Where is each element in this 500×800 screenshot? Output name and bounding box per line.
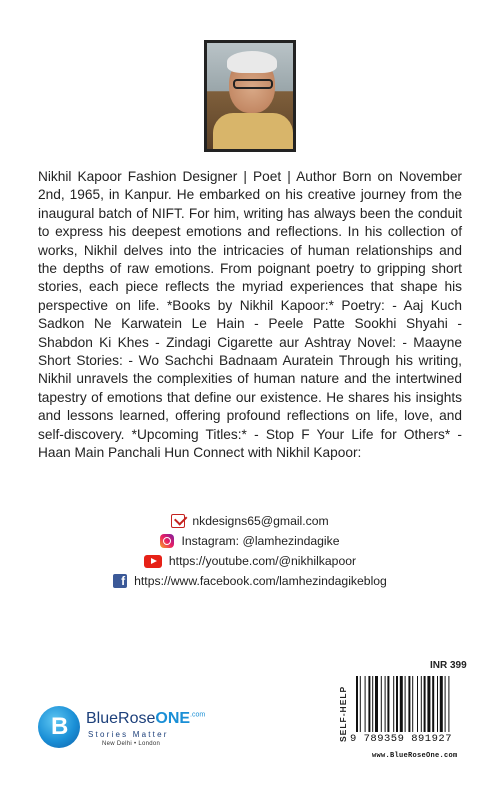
barcode-bar bbox=[432, 676, 434, 732]
barcode-bar bbox=[368, 676, 370, 732]
publisher-name: BlueRoseONE$^{.com}$ bbox=[86, 710, 206, 727]
publisher-locations: New Delhi • London bbox=[102, 741, 161, 747]
author-photo-glasses bbox=[233, 79, 273, 89]
barcode-bar bbox=[437, 676, 438, 732]
contact-facebook-text: https://www.facebook.com/lamhezindagikeblog bbox=[134, 574, 387, 588]
publisher-website: www.BlueRoseOne.com bbox=[372, 752, 458, 760]
barcode-bar bbox=[372, 676, 373, 732]
barcode-bar bbox=[381, 676, 382, 732]
barcode-bar bbox=[400, 676, 403, 732]
barcode-bar bbox=[421, 676, 422, 732]
contact-youtube-text: https://youtube.com/@nikhilkapoor bbox=[168, 554, 357, 568]
author-photo bbox=[204, 40, 296, 152]
genre-label: SELF-HELP bbox=[338, 685, 348, 742]
barcode-bar bbox=[408, 676, 410, 732]
contact-instagram-text: Instagram: @lamhezindagike bbox=[181, 534, 340, 548]
publisher-logo-mark bbox=[38, 706, 80, 748]
barcode-bar bbox=[393, 676, 394, 732]
barcode-bar bbox=[417, 676, 418, 732]
contact-youtube[interactable] bbox=[0, 551, 500, 571]
barcode-bar bbox=[405, 676, 406, 732]
barcode-bar bbox=[375, 676, 378, 732]
contact-list bbox=[0, 511, 500, 591]
barcode-bar bbox=[356, 676, 358, 732]
contact-instagram[interactable] bbox=[0, 531, 500, 551]
author-photo-hair bbox=[227, 51, 277, 73]
author-bio: Nikhil Kapoor Fashion Designer | Poet | Author Born on November 2nd, 1965, in Kanpur. He embarked on his creative journey from the inaugural batch of NIFT. For him, writing has always been the conduit to express his deepest emotions and reflections. In his collection of works, Nikhil delves into the intricacies of human relationships and the depths of raw emotions. From poignant poetry to gripping short stories, each piece reflects the myriad experiences that shape his perspective on life. *Books by Nikhil Kapoor:* Poetry: - Aaj Kuch Sadkon Ne Karwatein Le Hain - Peele Patte Sookhi Shyahi - Shabdon Ki Khes - Zindagi Cigarette aur Ashtray Novel: - Maayne Short Stories: - Wo Sachchi Badnaam Auratein Through his writing, Nikhil unravels the complexities of human nature and the intertwined tapestry of emotions that define our existence. He shares his insights and lessons learned, offering profound reflections on life, love, and self-discovery. *Upcoming Titles:* - Stop F Your Life for Others* - Haan Main Panchali Hun Connect with Nikhil Kapoor: bbox=[38, 169, 462, 461]
author-photo-jacket bbox=[213, 113, 293, 152]
isbn-barcode bbox=[356, 676, 464, 732]
contact-email-text: nkdesigns65@gmail.com bbox=[192, 514, 329, 528]
instagram-icon bbox=[160, 534, 174, 548]
barcode-bar bbox=[427, 676, 430, 732]
publisher-logo bbox=[38, 704, 218, 752]
contact-email[interactable] bbox=[0, 511, 500, 531]
barcode-bar bbox=[440, 676, 443, 732]
barcode-bar bbox=[365, 676, 366, 732]
facebook-icon: f bbox=[113, 574, 127, 588]
barcode-bar bbox=[396, 676, 398, 732]
contact-facebook[interactable] bbox=[0, 571, 500, 591]
barcode-bar bbox=[448, 676, 449, 732]
barcode-bar bbox=[360, 676, 361, 732]
publisher-tagline: Stories Matter bbox=[88, 730, 169, 739]
barcode-bar bbox=[445, 676, 446, 732]
isbn-number: 9 789359 891927 bbox=[350, 733, 453, 745]
price-label: INR 399 bbox=[430, 660, 467, 671]
barcode-bar bbox=[412, 676, 413, 732]
gmail-icon bbox=[171, 514, 185, 528]
youtube-icon bbox=[144, 555, 162, 568]
barcode-bar bbox=[424, 676, 426, 732]
barcode-bar bbox=[385, 676, 386, 732]
barcode-bar bbox=[387, 676, 389, 732]
